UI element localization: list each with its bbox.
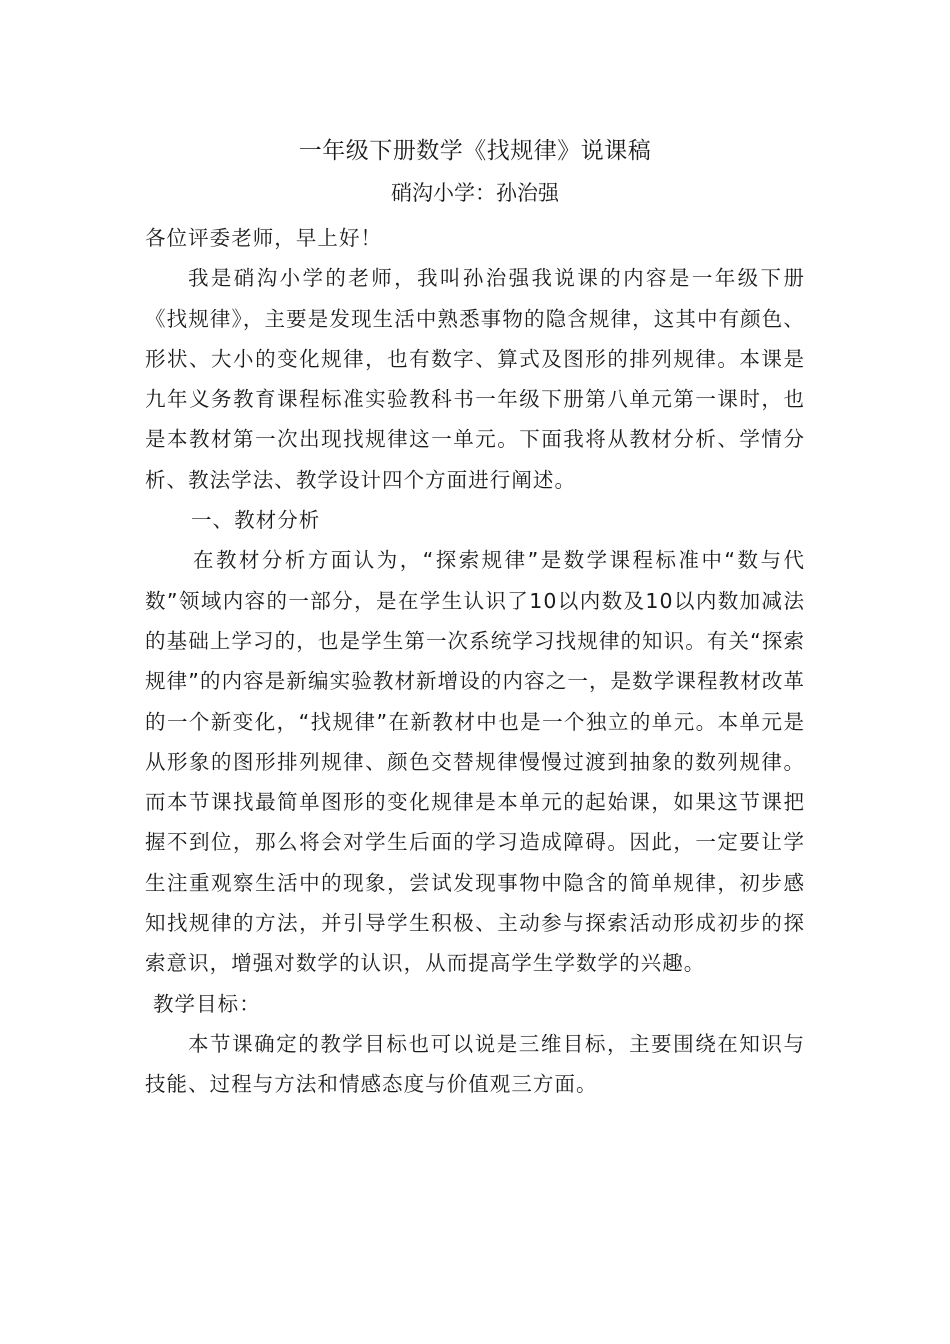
document-author: 硝沟小学：孙治强	[391, 181, 559, 205]
section-heading-teaching-goals: 教学目标：	[153, 991, 261, 1016]
section-heading-textbook-analysis: 一、教材分析	[191, 508, 321, 533]
document-title: 一年级下册数学《找规律》说课稿	[298, 138, 652, 164]
textbook-analysis-paragraph: 在教材分析方面认为，“探索规律”是数学课程标准中“数与代数”领域内容的一部分，是在学生认识了10以内数及10以内数加减法的基础上学习的，也是学生第一次系统学习找规律的知识。有关“探索规律”的内容是新编实验教材新增设的内容之一，是数学课程教材改革的一个新变化，“找规律”在新教材中也是一个独立的单元。本单元是从形象的图形排列规律、颜色交替规律慢慢过渡到抽象的数列规律。而本节课找最简单图形的变化规律是本单元的起始课，如果这节课把握不到位，那么将会对学生后面的学习造成障碍。因此，一定要让学生注重观察生活中的现象，尝试发现事物中隐含的简单规律，初步感知找规律的方法，并引导学生积极、主动参与探索活动形成初步的探索意识，增强对数学的认识，从而提高学生学数学的兴趣。	[145, 548, 805, 976]
document-body	[145, 218, 805, 1105]
intro-paragraph: 我是硝沟小学的老师，我叫孙治强我说课的内容是一年级下册《找规律》，主要是发现生活中熟悉事物的隐含规律，这其中有颜色、形状、大小的变化规律，也有数字、算式及图形的排列规律。本课是九年义务教育课程标准实验教科书一年级下册第八单元第一课时，也是本教材第一次出现找规律这一单元。下面我将从教材分析、学情分析、教法学法、教学设计四个方面进行阐述。	[145, 266, 805, 492]
teaching-goals-paragraph: 本节课确定的教学目标也可以说是三维目标，主要围绕在知识与技能、过程与方法和情感态度与价值观三方面。	[145, 1031, 805, 1097]
salutation: 各位评委老师，早上好！	[145, 226, 383, 250]
